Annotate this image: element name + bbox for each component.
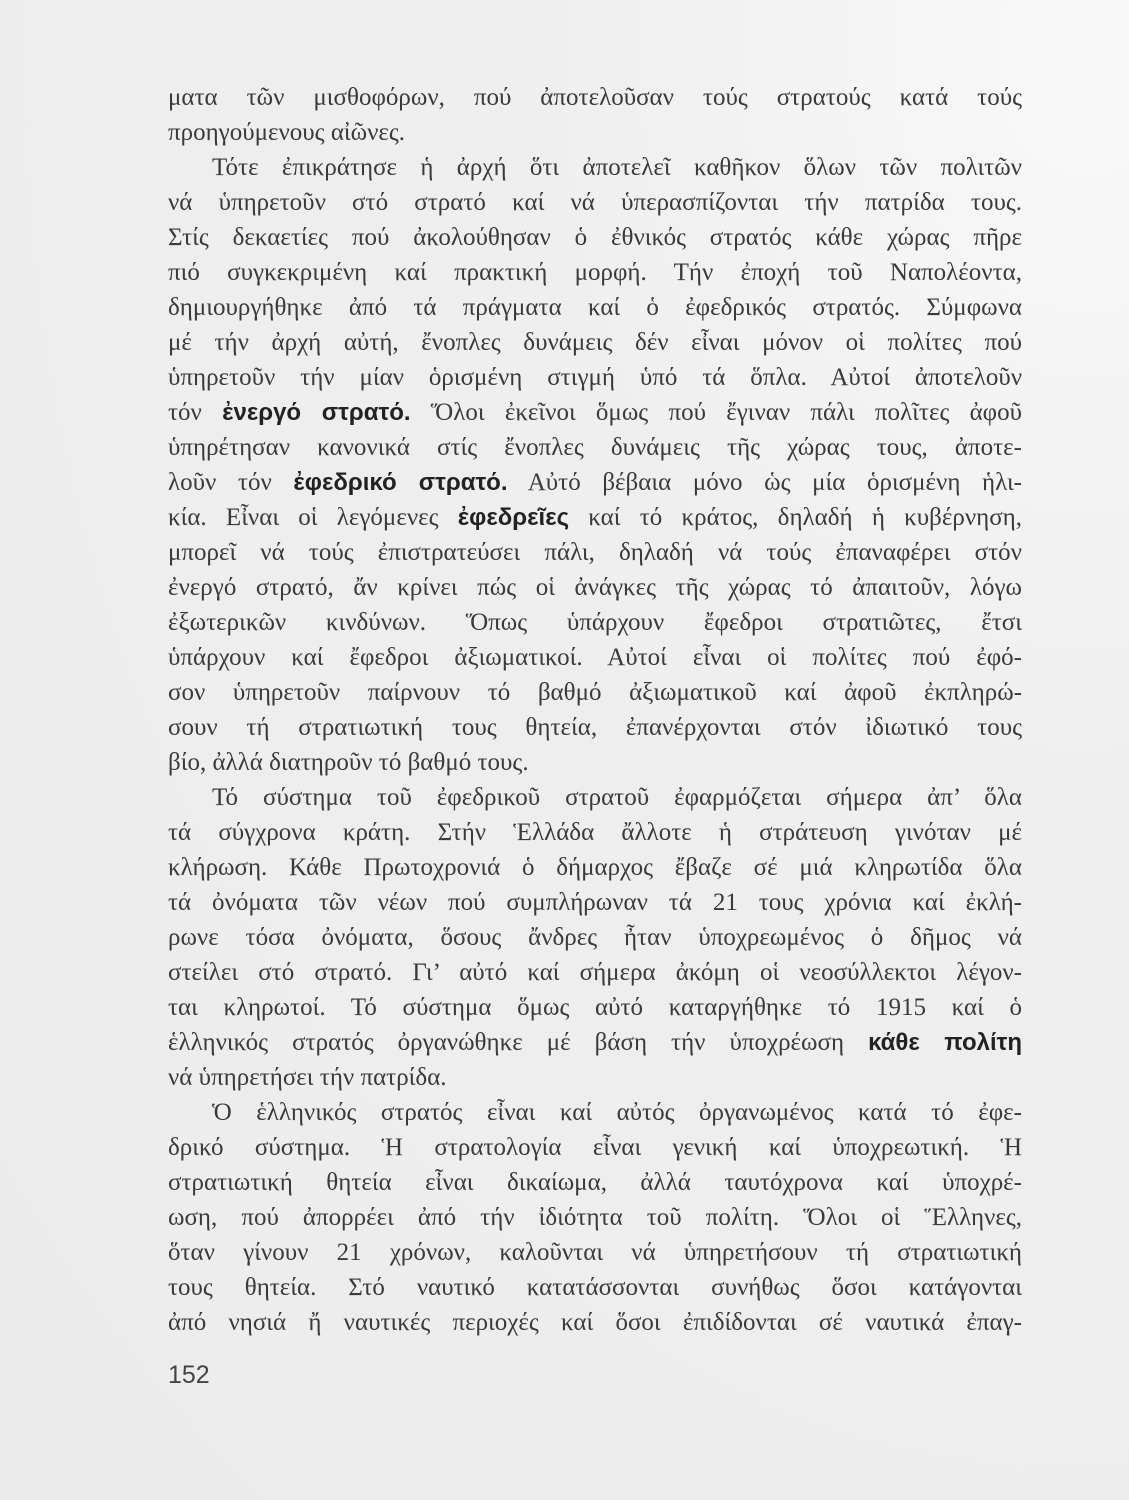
text-line: ται κληρωτοί. Τό σύστημα ὅμως αὐτό καταργήθηκε τό 1915 καί ὁ bbox=[168, 994, 1022, 1021]
text-line: νά ὑπηρετοῦν στό στρατό καί νά ὑπερασπίζονται τήν πατρίδα τους. bbox=[168, 189, 1022, 216]
text-line: βίο, ἀλλά διατηροῦν τό βαθμό τους. bbox=[168, 749, 529, 776]
text-line: πιό συγκεκριμένη καί πρακτική μορφή. Τήν ἐποχή τοῦ Ναπολέοντα, bbox=[168, 259, 1022, 286]
text-line: μέ τήν ἀρχή αὐτή, ἔνοπλες δυνάμεις δέν εἶναι μόνον οἱ πολίτες πού bbox=[168, 329, 1022, 356]
bold-term: ἐνεργό στρατό. bbox=[222, 399, 411, 426]
text-line bbox=[168, 1025, 1022, 1060]
body-text bbox=[168, 80, 1022, 1340]
bold-term: ἐφεδρικό στρατό. bbox=[293, 469, 508, 496]
line-text: κία. Εἶναι οἱ λεγόμενες bbox=[168, 504, 458, 531]
line-text: ἑλληνικός στρατός ὀργανώθηκε μέ βάση τήν ὑποχρέωση bbox=[168, 1029, 869, 1056]
text-line: ἐξωτερικῶν κινδύνων. Ὅπως ὑπάρχουν ἔφεδροι στρατιῶτες, ἔτσι bbox=[168, 609, 1022, 636]
text-line: ὑπηρετοῦν τήν μίαν ὁρισμένη στιγμή ὑπό τά ὅπλα. Αὐτοί ἀποτελοῦν bbox=[168, 364, 1022, 391]
text-line: Ὁ ἑλληνικός στρατός εἶναι καί αὐτός ὀργανωμένος κατά τό ἐφε- bbox=[212, 1099, 1022, 1126]
bold-term: ἐφεδρεῖες bbox=[457, 504, 570, 531]
text-line bbox=[168, 395, 1022, 430]
text-line: ωση, πού ἀπορρέει ἀπό τήν ἰδιότητα τοῦ πολίτη. Ὅλοι οἱ Ἕλληνες, bbox=[168, 1204, 1022, 1231]
line-text: τόν bbox=[168, 399, 223, 426]
text-line bbox=[168, 465, 1022, 500]
line-text: καί τό κράτος, δηλαδή ἡ κυβέρνηση, bbox=[569, 504, 1022, 531]
text-line: δρικό σύστημα. Ἡ στρατολογία εἶναι γενική καί ὑποχρεωτική. Ἡ bbox=[168, 1134, 1022, 1161]
text-line: Τό σύστημα τοῦ ἐφεδρικοῦ στρατοῦ ἐφαρμόζεται σήμερα ἀπ’ ὅλα bbox=[212, 784, 1022, 811]
text-line: νά ὑπηρετήσει τήν πατρίδα. bbox=[168, 1064, 447, 1091]
text-line: κλήρωση. Κάθε Πρωτοχρονιά ὁ δήμαρχος ἔβαζε σέ μιά κληρωτίδα ὅλα bbox=[168, 854, 1022, 881]
text-line: δημιουργήθηκε ἀπό τά πράγματα καί ὁ ἐφεδρικός στρατός. Σύμφωνα bbox=[168, 294, 1022, 321]
bold-term: κάθε πολίτη bbox=[868, 1029, 1022, 1056]
text-line: σουν τή στρατιωτική τους θητεία, ἐπανέρχονται στόν ἰδιωτικό τους bbox=[168, 714, 1022, 741]
text-line: Στίς δεκαετίες πού ἀκολούθησαν ὁ ἐθνικός στρατός κάθε χώρας πῆρε bbox=[168, 224, 1022, 251]
text-line bbox=[168, 500, 1022, 535]
text-line: ὅταν γίνουν 21 χρόνων, καλοῦνται νά ὑπηρετήσουν τή στρατιωτική bbox=[168, 1239, 1022, 1266]
text-line: Τότε ἐπικράτησε ἡ ἀρχή ὅτι ἀποτελεῖ καθῆκον ὅλων τῶν πολιτῶν bbox=[212, 154, 1022, 181]
line-text: λοῦν τόν bbox=[168, 469, 294, 496]
text-line: στείλει στό στρατό. Γι’ αὐτό καί σήμερα ἀκόμη οἱ νεοσύλλεκτοι λέγον- bbox=[168, 959, 1022, 986]
paragraph bbox=[168, 80, 1022, 150]
line-text: Αὐτό βέβαια μόνο ὡς μία ὁρισμένη ἡλι- bbox=[507, 469, 1022, 496]
paragraph bbox=[168, 1095, 1022, 1340]
text-line: προηγούμενους αἰῶνες. bbox=[168, 119, 406, 146]
text-line: τους θητεία. Στό ναυτικό κατατάσσονται συνήθως ὅσοι κατάγονται bbox=[168, 1274, 1022, 1301]
text-line: ἐνεργό στρατό, ἄν κρίνει πώς οἱ ἀνάγκες τῆς χώρας τό ἀπαιτοῦν, λόγω bbox=[168, 574, 1022, 601]
text-line: τά σύγχρονα κράτη. Στήν Ἑλλάδα ἄλλοτε ἡ στράτευση γινόταν μέ bbox=[168, 819, 1022, 846]
text-line: ματα τῶν μισθοφόρων, πού ἀποτελοῦσαν τούς στρατούς κατά τούς bbox=[168, 84, 1022, 111]
paragraph bbox=[168, 150, 1022, 780]
text-line: ρωνε τόσα ὀνόματα, ὅσους ἄνδρες ἦταν ὑποχρεωμένος ὁ δῆμος νά bbox=[168, 924, 1022, 951]
text-line: στρατιωτική θητεία εἶναι δικαίωμα, ἀλλά ταυτόχρονα καί ὑποχρέ- bbox=[168, 1169, 1022, 1196]
text-line: τά ὀνόματα τῶν νέων πού συμπλήρωναν τά 21 τους χρόνια καί ἐκλή- bbox=[168, 889, 1022, 916]
page-number: 152 bbox=[168, 1361, 210, 1389]
paragraph bbox=[168, 780, 1022, 1095]
text-line: ὑπάρχουν καί ἔφεδροι ἀξιωματικοί. Αὐτοί εἶναι οἱ πολίτες πού ἐφό- bbox=[168, 644, 1022, 671]
line-text: Ὅλοι ἐκεῖνοι ὅμως πού ἔγιναν πάλι πολῖτες ἀφοῦ bbox=[410, 399, 1022, 426]
text-line: ἀπό νησιά ἤ ναυτικές περιοχές καί ὅσοι ἐπιδίδονται σέ ναυτικά ἐπαγ- bbox=[168, 1309, 1022, 1336]
text-line: ὑπηρέτησαν κανονικά στίς ἔνοπλες δυνάμεις τῆς χώρας τους, ἀποτε- bbox=[168, 434, 1022, 461]
text-line: σον ὑπηρετοῦν παίρνουν τό βαθμό ἀξιωματικοῦ καί ἀφοῦ ἐκπληρώ- bbox=[168, 679, 1022, 706]
text-line: μπορεῖ νά τούς ἐπιστρατεύσει πάλι, δηλαδή νά τούς ἐπαναφέρει στόν bbox=[168, 539, 1022, 566]
